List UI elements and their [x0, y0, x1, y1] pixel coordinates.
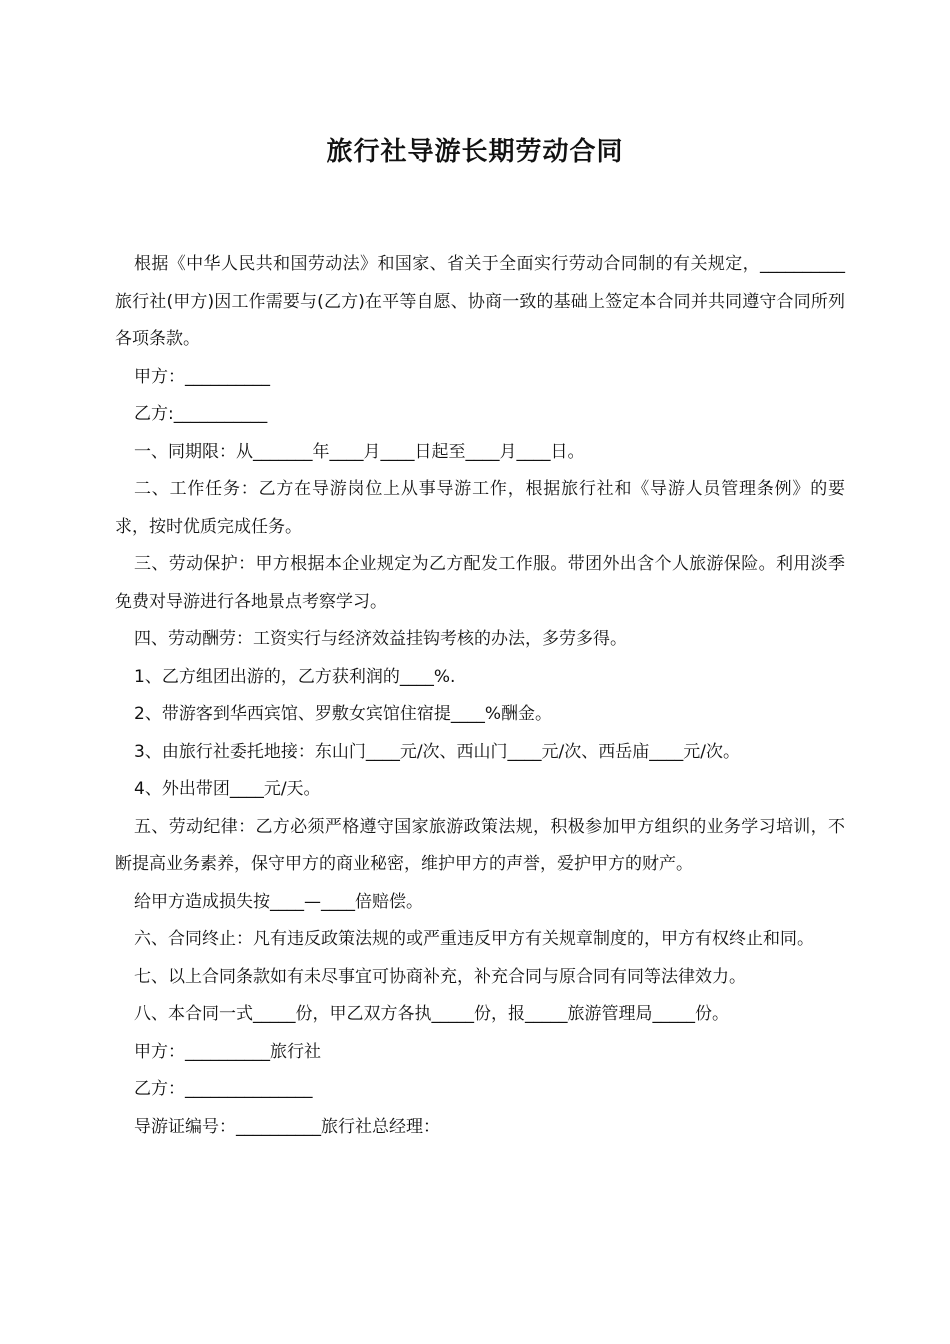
signature-party-b: 乙方：_______________	[134, 1079, 313, 1099]
compensation-line: 给甲方造成损失按____—____倍赔偿。	[134, 891, 423, 912]
clause-remuneration: 四、劳动酬劳：工资实行与经济效益挂钩考核的办法，多劳多得。	[134, 629, 627, 649]
clause-term: 一、同期限：从_______年____月____日起至____月____日。	[134, 441, 585, 462]
clause-work-task: 二、工作任务：乙方在导游岗位上从事导游工作，根据旅行社和《导游人员管理条例》的要求，按时优质完成任务。	[115, 479, 845, 537]
clause-labor-discipline: 五、劳动纪律：乙方必须严格遵守国家旅游政策法规，积极参加甲方组织的业务学习培训，不断提高业务素养，保守甲方的商业秘密，维护甲方的声誉，爱护甲方的财产。	[115, 816, 845, 874]
clause-labor-protection: 三、劳动保护：甲方根据本企业规定为乙方配发工作服。带团外出含个人旅游保险。利用淡季免费对导游进行各地景点考察学习。	[115, 554, 845, 612]
remuneration-item-3: 3、由旅行社委托地接：东山门____元/次、西山门____元/次、西岳庙____元/次。	[134, 741, 740, 762]
signature-party-a: 甲方：__________旅行社	[134, 1041, 321, 1062]
party-a-line: 甲方：__________	[134, 366, 270, 387]
remuneration-item-4: 4、外出带团____元/天。	[134, 779, 321, 799]
clause-termination: 六、合同终止：凡有违反政策法规的或严重违反甲方有关规章制度的，甲方有权终止和同。	[134, 929, 814, 949]
preamble-paragraph: 根据《中华人民共和国劳动法》和国家、省关于全面实行劳动合同制的有关规定，__________旅行社(甲方)因工作需要与(乙方)在平等自愿、协商一致的基础上签定本合同并共同遵守合同所列各项条款。	[115, 254, 845, 349]
party-b-line: 乙方:___________	[134, 404, 268, 424]
remuneration-item-2: 2、带游客到华西宾馆、罗敷女宾馆住宿提____%酬金。	[134, 704, 552, 724]
signature-guide-license: 导游证编号：__________旅行社总经理：	[134, 1116, 440, 1137]
document-title: 旅行社导游长期劳动合同	[326, 137, 624, 167]
clause-copies: 八、本合同一式_____份，甲乙双方各执_____份，报_____旅游管理局_____份。	[134, 1004, 729, 1024]
document-body	[115, 246, 845, 1146]
remuneration-item-1: 1、乙方组团出游的，乙方获利润的____%.	[134, 666, 456, 687]
clause-supplement: 七、以上合同条款如有未尽事宜可协商补充，补充合同与原合同有同等法律效力。	[134, 966, 746, 987]
